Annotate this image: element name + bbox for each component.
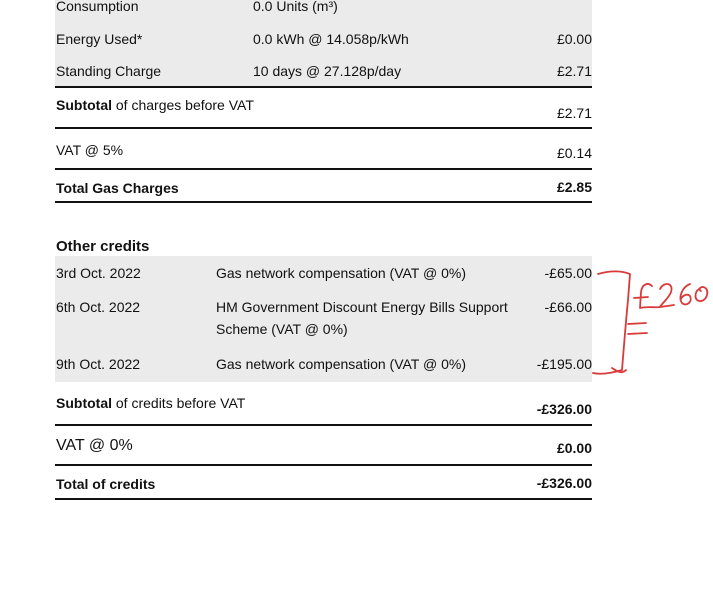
consumption-detail: 0.0 Units (m³): [253, 0, 338, 14]
credit-amount: -£65.00: [544, 265, 592, 281]
credit-description: Gas network compensation (VAT @ 0%): [216, 265, 466, 281]
credits-subtotal-label: [56, 394, 245, 412]
standing-charge-amount: £2.71: [556, 63, 592, 79]
energy-used-amount: £0.00: [556, 31, 592, 47]
annotation-digit-6: [680, 284, 690, 304]
energy-used-label: Energy Used*: [56, 31, 143, 47]
total-credits-amount: -£326.00: [536, 475, 592, 491]
energy-used-detail: 0.0 kWh @ 14.058p/kWh: [253, 31, 409, 47]
annotation-digit-2: [660, 284, 674, 307]
charges-vat-amount: £0.14: [556, 145, 592, 161]
annotation-bracket: [593, 271, 630, 373]
charges-subtotal-amount: £2.71: [556, 105, 592, 121]
divider: [55, 168, 592, 170]
credits-subtotal-bold: Subtotal: [56, 395, 112, 411]
credit-amount: -£195.00: [536, 356, 592, 372]
divider: [55, 201, 592, 203]
credits-vat-label: VAT @ 0%: [56, 437, 133, 454]
credits-subtotal-rest: of credits before VAT: [112, 395, 246, 411]
total-gas-charges-label: Total Gas Charges: [56, 180, 179, 196]
total-gas-charges-amount: £2.85: [556, 179, 592, 195]
credit-description: HM Government Discount Energy Bills Support Scheme (VAT @ 0%): [216, 299, 508, 337]
annotation-equals-sign: [628, 323, 647, 334]
charges-subtotal-label: [56, 96, 254, 114]
divider: [55, 86, 592, 88]
credit-date: 3rd Oct. 2022: [56, 265, 141, 281]
annotation-bracket-tail: [612, 368, 626, 372]
divider: [55, 464, 592, 466]
divider: [55, 127, 592, 129]
charges-vat-label: VAT @ 5%: [56, 142, 124, 158]
credits-vat-amount: £0.00: [556, 440, 592, 456]
credits-subtotal-amount: -£326.00: [536, 401, 592, 417]
credit-amount: -£66.00: [544, 299, 592, 315]
charges-subtotal-rest: of charges before VAT: [112, 97, 254, 113]
consumption-label: Consumption: [56, 0, 139, 14]
charges-subtotal-bold: Subtotal: [56, 97, 112, 113]
total-credits-label: Total of credits: [56, 476, 156, 492]
credit-date: 6th Oct. 2022: [56, 299, 141, 315]
other-credits-title-text: Other credits: [56, 238, 150, 255]
divider: [55, 424, 592, 426]
divider: [55, 498, 592, 500]
annotation-pound-sign: [634, 284, 660, 308]
annotation-digit-0: [695, 287, 707, 301]
standing-charge-label: Standing Charge: [56, 63, 162, 79]
credit-date: 9th Oct. 2022: [56, 356, 141, 372]
standing-charge-detail: 10 days @ 27.128p/day: [253, 63, 402, 79]
credit-description: Gas network compensation (VAT @ 0%): [216, 356, 466, 372]
